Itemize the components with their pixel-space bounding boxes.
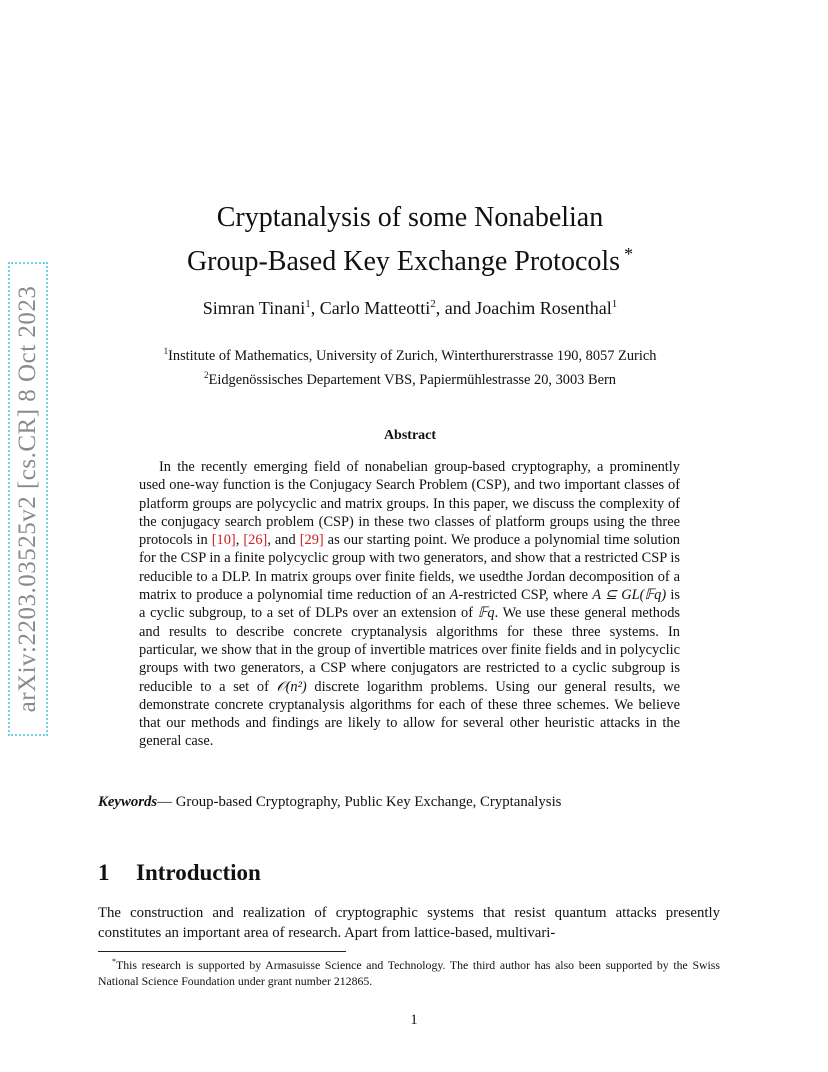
- title-footnote-mark[interactable]: *: [624, 244, 634, 264]
- affiliation-text: Eidgenössisches Departement VBS, Papiermühlestrasse 20, 3003 Bern: [208, 371, 616, 388]
- author-name: Carlo Matteotti: [319, 298, 431, 318]
- keywords: [98, 793, 738, 811]
- arxiv-stamp: [8, 262, 48, 736]
- footnote-paragraph: [98, 954, 720, 990]
- author-list: [120, 292, 700, 320]
- abstract-text: discrete logarithm problems. Using our general results, we demonstrate concrete cryptanalysis algorithms for each of these three schemes. We believe that our methods and findings are likely to allow for several other heuristic attacks in the general case.: [139, 678, 680, 750]
- abstract-body: [139, 458, 680, 751]
- abstract-text: In the recently emerging field of nonabelian group-based cryptography, a prominently used one-way function is the Conjugacy Search Problem (CSP), and two important classes of platform groups are polycyclic and matrix groups. In this paper, we discuss the complexity of the conjugacy search problem (CSP) in these two classes of platform groups using the three protocols in: [139, 459, 680, 549]
- section-heading: [98, 860, 261, 886]
- abstract-text: , and: [267, 532, 300, 549]
- abstract-text: as our starting point. We produce a polynomial time solution for the CSP in a finite polycyclic group with two generators, and show that a restricted CSP is reducible to a DLP. In matrix groups over finite fields, we usedthe Jordan decomposition of a matrix to produce a polynomial time reduction of an: [139, 532, 680, 604]
- affiliation-mark: 1: [305, 298, 311, 310]
- affiliations: [110, 342, 710, 390]
- author-name: Joachim Rosenthal: [475, 298, 612, 318]
- math-expression: A ⊆ GL(𝔽q): [592, 587, 667, 604]
- title-line-2-text: Group-Based Key Exchange Protocols: [186, 246, 621, 277]
- footnote-text: This research is supported by Armasuisse Science and Technology. The third author has also been supported by the Swiss National Science Foundation under grant number 212865.: [98, 957, 720, 989]
- section-number: 1: [98, 860, 110, 885]
- abstract-heading: Abstract: [383, 428, 437, 443]
- arxiv-identifier: arXiv:2203.03525v2 [cs.CR] 8 Oct 2023: [14, 285, 41, 713]
- math-expression: 𝔽q: [477, 605, 495, 622]
- affiliation-mark: 1: [611, 298, 618, 310]
- abstract-text: . We use these general methods and results to describe concrete cryptanalysis algorithms for these three systems. In particular, we show that in the group of invertible matrices over finite fields and in polycyclic groups with two generators, a CSP where conjugators are restricted to a cyclic subgroup is reducible to a set of: [139, 605, 680, 695]
- affiliation-mark: 2: [430, 298, 436, 310]
- author-separator: ,: [310, 298, 320, 318]
- page-number: 1: [410, 1012, 418, 1028]
- abstract-text: is a cyclic subgroup, to a set of DLPs over an extension of: [139, 587, 680, 622]
- keywords-text: Group-based Cryptography, Public Key Exchange, Cryptanalysis: [175, 794, 562, 810]
- affiliation-mark: 2: [204, 369, 209, 380]
- title-line-2: [120, 236, 700, 280]
- footnote: [98, 954, 720, 990]
- affiliation-mark: 1: [163, 346, 169, 356]
- intro-paragraph: The construction and realization of cryptographic systems that resist quantum attacks presently constitutes an important area of research. Apart from lattice-based, multivari-: [98, 905, 720, 941]
- abstract-text: ,: [235, 532, 244, 549]
- author-separator: , and: [435, 298, 476, 318]
- citation-link[interactable]: [10]: [211, 532, 236, 549]
- citation-link[interactable]: [29]: [299, 532, 324, 549]
- keywords-label: Keywords: [98, 794, 158, 810]
- affiliation-text: Institute of Mathematics, University of Zurich, Winterthurerstrasse 190, 8057 Zurich: [168, 347, 657, 364]
- author-name: Simran Tinani: [202, 298, 306, 318]
- section-title: Introduction: [136, 860, 261, 885]
- introduction-body: [98, 904, 720, 943]
- footnote-rule: [98, 951, 346, 952]
- paper-title: [120, 200, 700, 280]
- abstract-text: -restricted CSP, where: [458, 587, 593, 604]
- affiliation-line: [110, 366, 710, 390]
- math-expression: 𝒪(n²): [276, 678, 307, 695]
- footnote-mark: *: [112, 957, 116, 966]
- affiliation-line: [110, 342, 710, 366]
- citation-link[interactable]: [26]: [243, 532, 268, 549]
- abstract-paragraph: [139, 458, 680, 751]
- math-expression: A: [449, 587, 459, 604]
- title-line-1: Cryptanalysis of some Nonabelian: [216, 202, 604, 233]
- keywords-dash: —: [157, 794, 176, 810]
